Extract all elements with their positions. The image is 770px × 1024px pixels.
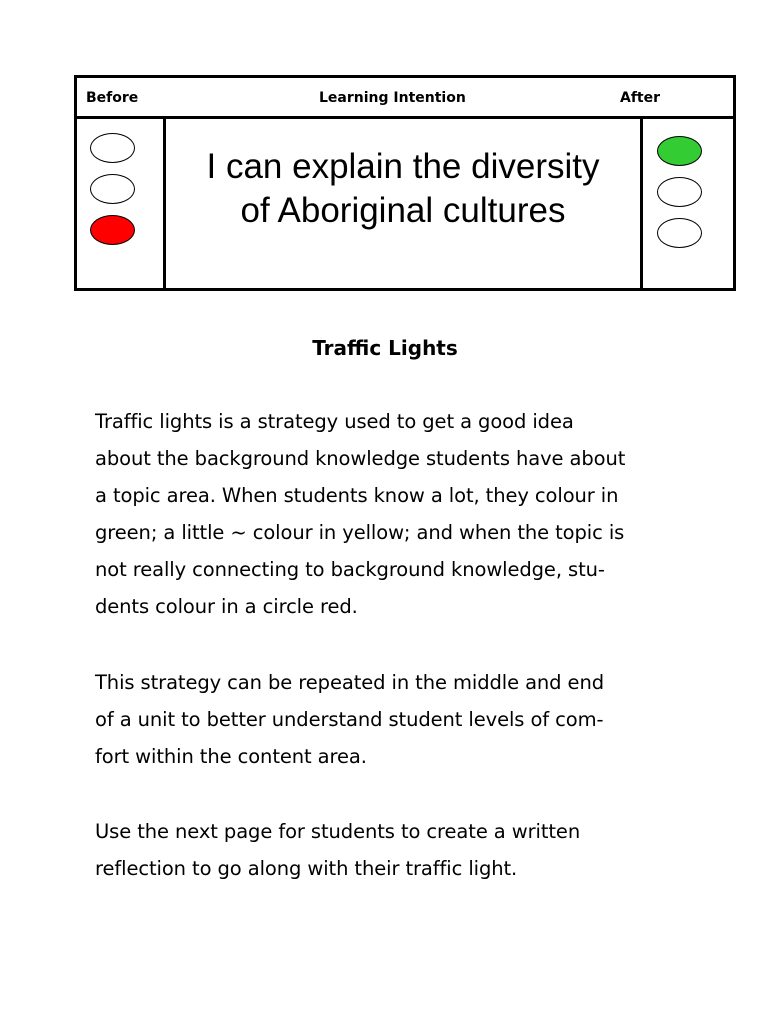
before-light-middle[interactable] — [90, 174, 135, 204]
table-header-row — [77, 78, 733, 119]
learning-intention-table — [74, 75, 736, 291]
before-light-top[interactable] — [90, 133, 135, 163]
paragraph-line: fort within the content area. — [95, 745, 367, 768]
paragraph-strategy — [95, 403, 685, 625]
paragraph-repetition — [95, 664, 685, 775]
paragraph-line: about the background knowledge students have about — [95, 447, 626, 470]
after-light-top[interactable] — [657, 136, 702, 166]
learning-intention-line: of Aboriginal cultures — [240, 191, 566, 230]
learning-intention-cell — [166, 119, 640, 288]
learning-intention-label: Learning Intention — [319, 90, 466, 106]
paragraph-line: of a unit to better understand student levels of com- — [95, 708, 604, 731]
learning-intention-line: I can explain the diversity — [206, 147, 600, 186]
before-label: Before — [86, 90, 139, 106]
paragraph-line: not really connecting to background knowledge, stu- — [95, 558, 605, 581]
paragraph-line: a topic area. When students know a lot, they colour in — [95, 484, 619, 507]
table-body-row — [77, 119, 733, 288]
page-title: Traffic Lights — [312, 336, 458, 360]
learning-intention-statement — [166, 145, 640, 233]
after-lights-cell — [640, 119, 733, 288]
after-light-bottom[interactable] — [657, 218, 702, 248]
paragraph-line: Use the next page for students to create a written — [95, 820, 581, 843]
before-lights-cell — [77, 119, 166, 288]
paragraph-line: dents colour in a circle red. — [95, 595, 358, 618]
paragraph-line: Traffic lights is a strategy used to get a good idea — [95, 410, 574, 433]
paragraph-line: reflection to go along with their traffic light. — [95, 857, 518, 880]
before-light-bottom[interactable] — [90, 215, 135, 245]
after-label: After — [620, 90, 661, 106]
paragraph-line: This strategy can be repeated in the middle and end — [95, 671, 604, 694]
paragraph-line: green; a little ~ colour in yellow; and when the topic is — [95, 521, 625, 544]
paragraph-next-page — [95, 813, 685, 887]
after-light-middle[interactable] — [657, 177, 702, 207]
